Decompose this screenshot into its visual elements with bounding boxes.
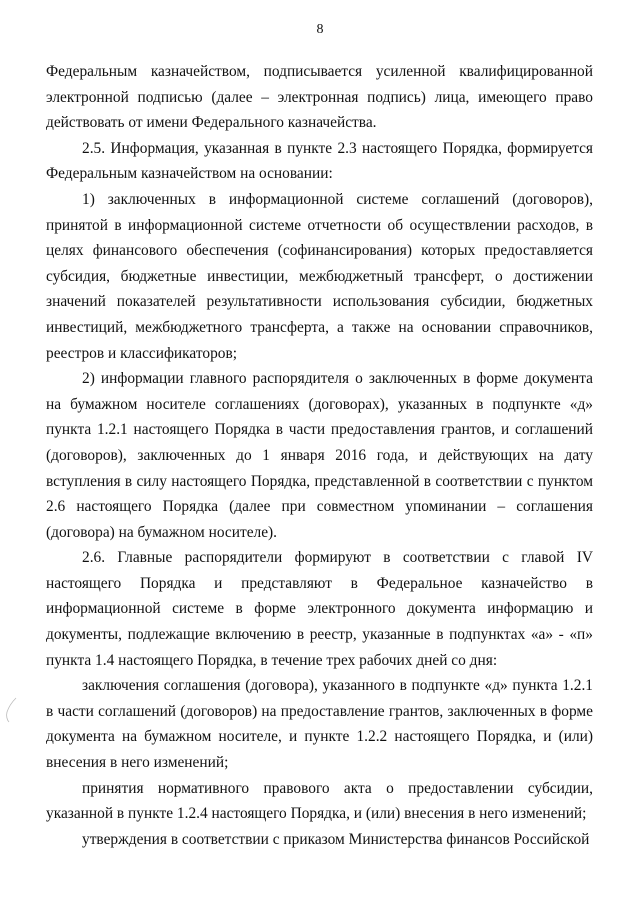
- page-number: 8: [316, 22, 324, 37]
- paragraph-2-6-item-1: заключения соглашения (договора), указанного в подпункте «д» пункта 1.2.1 в части соглашений (договоров) на предоставление грантов, заключенных в форме документа на бумажном носителе, и пункте 1.2.2 настоящего Порядка, и (или) внесения в него изменений;: [46, 677, 593, 772]
- paragraph-2-5: 2.5. Информация, указанная в пункте 2.3 настоящего Порядка, формируется Федеральным казначейством на основании:: [46, 139, 593, 183]
- paragraph-continuation: Федеральным казначейством, подписывается усиленной квалифицированной электронной подписью (далее – электронная подпись) лица, имеющего право действовать от имени Федерального казначейства.: [46, 63, 593, 132]
- scan-artifact-mark: [4, 696, 18, 724]
- document-body: [46, 59, 593, 852]
- paragraph-2-5-item-2: 2) информации главного распорядителя о заключенных в форме документа на бумажном носителе соглашениях (договорах), указанных в подпункте «д» пункта 1.2.1 настоящего Порядка в части предоставления грантов, и соглашений (договоров), заключенных до 1 января 2016 года, и действующих на дату вступления в силу настоящего Порядка, представленной в соответствии с пунктом 2.6 настоящего Порядка (далее при совместном упоминании – соглашения (договора) на бумажном носителе).: [46, 370, 593, 541]
- paragraph-2-6-item-2: принятия нормативного правового акта о предоставлении субсидии, указанной в пункте 1.2.4 настоящего Порядка, и (или) внесения в него изменений;: [46, 779, 593, 823]
- paragraph-2-5-item-1: 1) заключенных в информационной системе соглашений (договоров), принятой в информационной системе отчетности об осуществлении расходов, в целях финансового обеспечения (софинансирования) которых предоставляется субсидия, бюджетные инвестиции, межбюджетный трансферт, о достижении значений показателей результативности использования субсидии, бюджетных инвестиций, межбюджетного трансферта, а также на основании справочников, реестров и классификаторов;: [46, 190, 593, 362]
- paragraph-2-6-item-3: утверждения в соответствии с приказом Министерства финансов Российской: [82, 830, 590, 848]
- paragraph-2-6: 2.6. Главные распорядители формируют в соответствии с главой IV настоящего Порядка и представляют в Федеральное казначейство в информационной системе в форме электронного документа информацию и документы, подлежащие включению в реестр, указанные в подпунктах «а» - «п» пункта 1.4 настоящего Порядка, в течение трех рабочих дней со дня:: [46, 549, 593, 669]
